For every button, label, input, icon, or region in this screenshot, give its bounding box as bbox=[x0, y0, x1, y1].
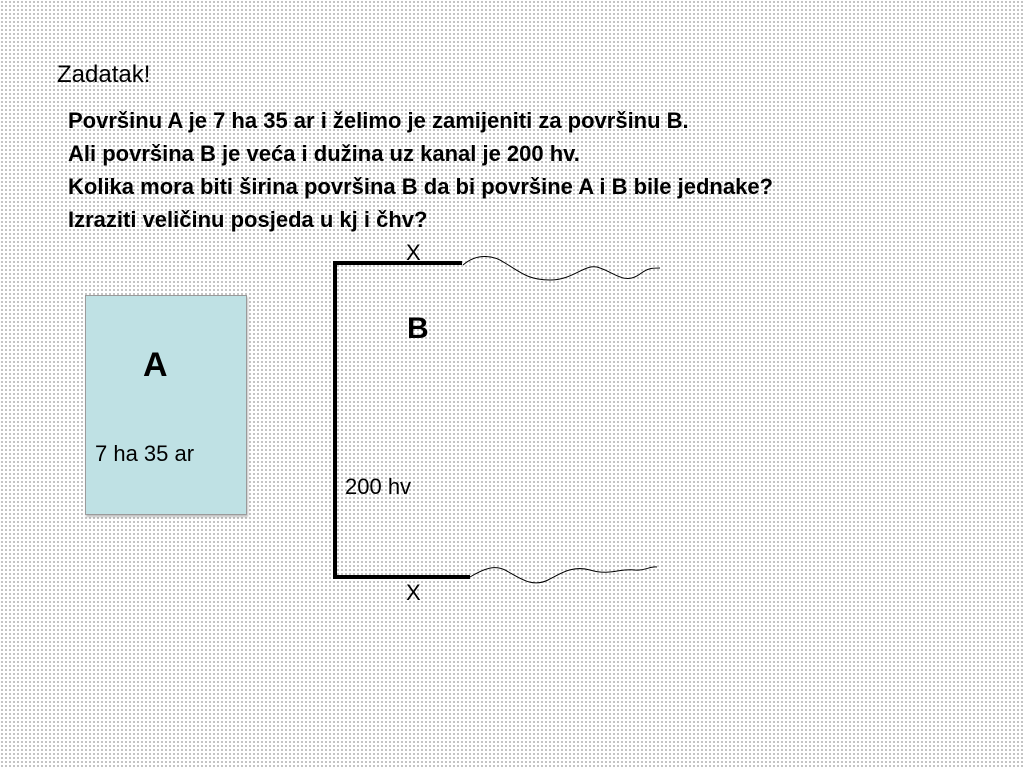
slide-title: Zadatak! bbox=[57, 61, 151, 88]
area-b-width-marker-bottom: X bbox=[406, 580, 421, 605]
area-b-bracket bbox=[335, 263, 470, 577]
area-b-width-marker-top: X bbox=[406, 240, 421, 265]
task-line-2: Ali površina B je veća i dužina uz kanal je 200 hv. bbox=[68, 141, 580, 166]
area-a-size: 7 ha 35 ar bbox=[95, 441, 195, 466]
area-b-label: B bbox=[407, 312, 429, 345]
area-b-length-label: 200 hv bbox=[345, 474, 412, 499]
task-line-4: Izraziti veličinu posjeda u kj i čhv? bbox=[68, 207, 428, 232]
task-line-1: Površinu A je 7 ha 35 ar i želimo je zamijeniti za površinu B. bbox=[68, 108, 689, 133]
area-a-label: A bbox=[143, 346, 168, 384]
area-b-top-wavy-line bbox=[463, 256, 660, 280]
area-b-bottom-wavy-line bbox=[470, 567, 657, 583]
task-line-3: Kolika mora biti širina površina B da bi površine A i B bile jednake? bbox=[68, 174, 773, 199]
